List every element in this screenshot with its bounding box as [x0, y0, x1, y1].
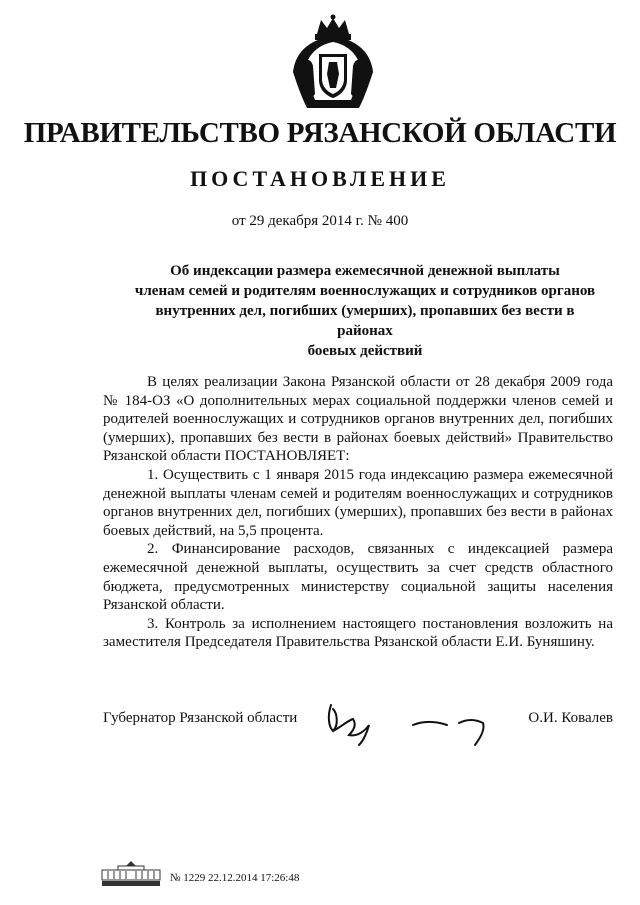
government-title: ПРАВИТЕЛЬСТВО РЯЗАНСКОЙ ОБЛАСТИ — [23, 117, 617, 149]
body-item-1: 1. Осуществить с 1 января 2015 года индексацию размера ежемесячной денежной выплаты членам семей и родителям военнослужащих и сотрудников органов внутренних дел, погибших (умерших), пропавших без вести в районах боевых действий, на 5,5 процента. — [103, 466, 613, 539]
body-item-2: 2. Финансирование расходов, связанных с индексацией размера ежемесячной денежной выплаты, осуществить за счет средств областного бюджета, предусмотренных министерству социальной защиты населения Рязанской области. — [103, 541, 613, 614]
document-subject — [130, 261, 600, 361]
signatory-title: Губернатор Рязанской области — [103, 710, 298, 726]
registry-footer — [100, 860, 400, 890]
subject-line: Об индексации размера ежемесячной денежной выплаты — [170, 263, 560, 279]
coat-of-arms-icon — [287, 14, 379, 114]
document-date-number: от 29 декабря 2014 г. № 400 — [231, 213, 409, 229]
subject-line: внутренних дел, погибших (умерших), пропавших без вести в районах — [155, 303, 575, 339]
document-type: ПОСТАНОВЛЕНИЕ — [190, 166, 450, 191]
subject-line: членам семей и родителям военнослужащих и сотрудников органов — [134, 283, 596, 299]
document-body — [103, 373, 613, 652]
subject-line: боевых действий — [307, 343, 423, 359]
registry-building-icon — [100, 860, 162, 888]
signatory-name: О.И. Ковалев — [528, 710, 613, 726]
handwritten-signature-icon — [323, 697, 503, 747]
preamble-paragraph: В целях реализации Закона Рязанской области от 28 декабря 2009 года № 184-ОЗ «О дополнительных мерах социальной поддержки членов семей и родителей военнослужащих и сотрудников органов внутренних дел, погибших (умерших), пропавших без вести в районах боевых действий» Правительство Рязанской области ПОСТАНОВЛЯЕТ: — [103, 374, 613, 465]
signature-block — [103, 705, 613, 749]
body-item-3: 3. Контроль за исполнением настоящего постановления возложить на заместителя Председателя Правительства Рязанской области Е.И. Буняшину. — [103, 615, 613, 651]
registry-stamp-text: № 1229 22.12.2014 17:26:48 — [170, 872, 300, 884]
